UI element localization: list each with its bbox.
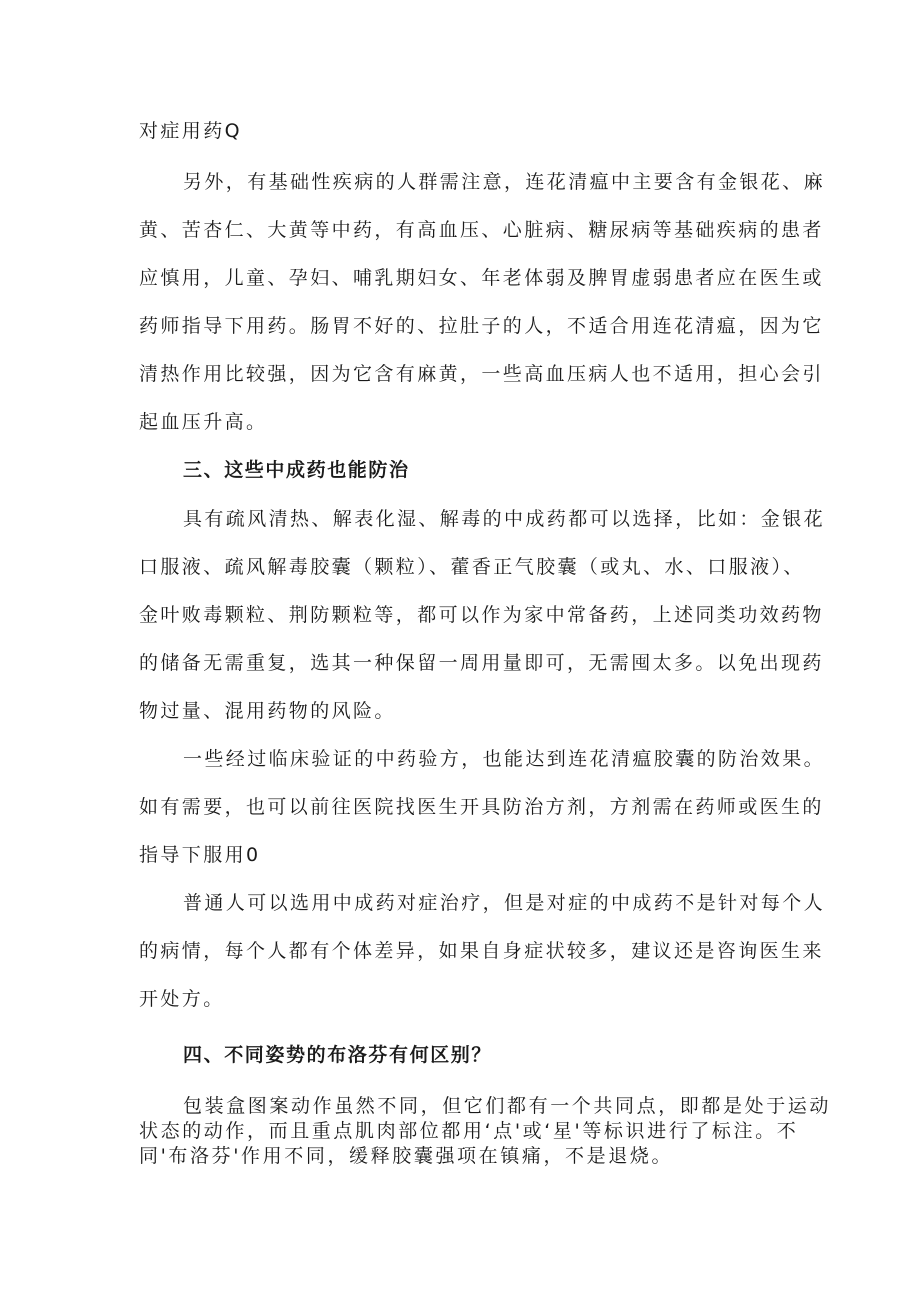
text-line: 的病情，每个人都有个体差异，如果自身症状较多，建议还是咨询医生来 [139,940,824,962]
text-line: 黄、苦杏仁、大黄等中药，有高血压、心脏病、糖尿病等基础疾病的患者 [139,219,824,241]
text-line: 应慎用，儿童、孕妇、哺乳期妇女、年老体弱及脾胃虚弱患者应在医生或 [139,267,824,289]
text-line: 指导下服用0 [139,844,261,866]
text-line: 金叶败毒颗粒、荆防颗粒等，都可以作为家中常备药，上述同类功效药物 [139,604,824,626]
text-line: 普通人可以选用中成药对症治疗，但是对症的中成药不是针对每个人 [183,892,826,914]
text-line: 一些经过临床验证的中药验方，也能达到连花清瘟胶囊的防治效果。 [183,748,826,770]
text-line: 对症用药Q [139,120,242,142]
text-line: 的储备无需重复，选其一种保留一周用量即可，无需囤太多。以免出现药 [139,652,824,674]
section-heading: 四、不同姿势的布洛芬有何区别？ [183,1044,493,1066]
text-line: 状态的动作，而且重点肌肉部位都用‘点'或‘星'等标识进行了标注。不 [139,1120,799,1142]
text-line: 口服液、疏风解毒胶囊（颗粒）、藿香正气胶囊（或丸、水、口服液）、 [139,556,805,578]
text-line: 另外，有基础性疾病的人群需注意，连花清瘟中主要含有金银花、麻 [183,171,826,193]
text-line: 同'布洛芬'作用不同，缓释胶囊强项在镇痛，不是退烧。 [139,1145,674,1167]
text-line: 药师指导下用药。肠胃不好的、拉肚子的人，不适合用连花清瘟，因为它 [139,315,824,337]
text-line: 包装盒图案动作虽然不同，但它们都有一个共同点，即都是处于运动 [183,1095,832,1117]
text-line: 起血压升高。 [139,411,268,433]
text-line: 清热作用比较强，因为它含有麻黄，一些高血压病人也不适用，担心会引 [139,363,824,385]
text-line: 具有疏风清热、解表化湿、解毒的中成药都可以选择，比如：金银花 [183,508,826,530]
text-line: 如有需要，也可以前往医院找医生开具防治方剂，方剂需在药师或医生的 [139,796,824,818]
text-line: 物过量、混用药物的风险。 [139,700,396,722]
text-line: 开处方。 [139,988,225,1010]
section-heading: 三、这些中成药也能防治 [183,459,410,481]
